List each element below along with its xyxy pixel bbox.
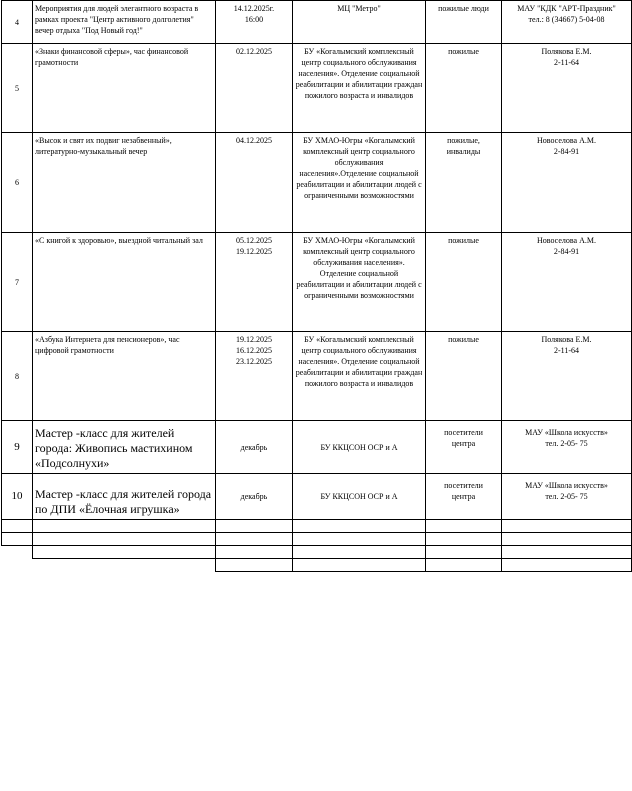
row-number: 6 xyxy=(2,133,33,233)
event-place: БУ ККЦСОН ОСР и А xyxy=(293,421,426,474)
row-number: 5 xyxy=(2,44,33,133)
empty-row xyxy=(2,520,632,533)
empty-row xyxy=(2,533,632,546)
table-row xyxy=(2,233,632,332)
event-place: БУ «Когалымский комплексный центр социального обслуживания населения». Отделение социальной реабилитации и абилитации граждан пожилого возраста и инвалидов xyxy=(293,44,426,133)
event-audience: пожилые xyxy=(426,44,502,133)
event-date: 14.12.2025г. 16:00 xyxy=(216,1,293,44)
empty-row xyxy=(2,559,632,572)
event-contact: Новоселова А.М. 2-84-91 xyxy=(502,233,632,332)
event-audience: пожилые xyxy=(426,332,502,421)
empty-row xyxy=(2,546,632,559)
event-audience: пожилые xyxy=(426,233,502,332)
event-place: БУ ХМАО-Югры «Когалымский комплексный центр социального обслуживания населения».Отделение социальной реабилитации и абилитации людей с ограниченными возможностями xyxy=(293,133,426,233)
row-number: 7 xyxy=(2,233,33,332)
event-place: БУ ХМАО-Югры «Когалымский комплексный центр социального обслуживания населения». Отделение социальной реабилитации и абилитации людей с ограниченными возможностями xyxy=(293,233,426,332)
event-audience: посетители центра xyxy=(426,421,502,474)
event-date: 19.12.2025 16.12.2025 23.12.2025 xyxy=(216,332,293,421)
events-table xyxy=(1,0,632,572)
event-contact: МАУ "КДК "АРТ-Праздник" тел.: 8 (34667) 5-04-08 xyxy=(502,1,632,44)
row-number: 8 xyxy=(2,332,33,421)
row-number: 10 xyxy=(2,474,33,520)
event-audience: посетители центра xyxy=(426,474,502,520)
event-title: «Знаки финансовой сферы», час финансовой грамотности xyxy=(33,44,216,133)
row-number: 9 xyxy=(2,421,33,474)
event-contact: Полякова Е.М. 2-11-64 xyxy=(502,44,632,133)
event-date: декабрь xyxy=(216,474,293,520)
event-title: «С книгой к здоровью», выездной читальный зал xyxy=(33,233,216,332)
event-contact: МАУ «Школа искусств» тел. 2-05- 75 xyxy=(502,474,632,520)
event-title: «Высок и свят их подвиг незабвенный», литературно-музыкальный вечер xyxy=(33,133,216,233)
event-place: МЦ "Метро" xyxy=(293,1,426,44)
event-place: БУ ККЦСОН ОСР и А xyxy=(293,474,426,520)
table-row xyxy=(2,474,632,520)
table-row xyxy=(2,421,632,474)
table-row xyxy=(2,332,632,421)
event-audience: пожилые люди xyxy=(426,1,502,44)
event-date: 04.12.2025 xyxy=(216,133,293,233)
table-row xyxy=(2,1,632,44)
event-title: Мероприятия для людей элегантного возраста в рамках проекта "Центр активного долголетия" вечер отдыха "Под Новый год!" xyxy=(33,1,216,44)
event-title: «Азбука Интернета для пенсионеров», час цифровой грамотности xyxy=(33,332,216,421)
table-row xyxy=(2,44,632,133)
event-date: 02.12.2025 xyxy=(216,44,293,133)
event-contact: Новоселова А.М. 2-84-91 xyxy=(502,133,632,233)
event-date: декабрь xyxy=(216,421,293,474)
row-number: 4 xyxy=(2,1,33,44)
table-row xyxy=(2,133,632,233)
event-audience: пожилые, инвалиды xyxy=(426,133,502,233)
event-date: 05.12.2025 19.12.2025 xyxy=(216,233,293,332)
event-title: Мастер -класс для жителей города по ДПИ «Ёлочная игрушка» xyxy=(33,474,216,520)
event-contact: Полякова Е.М. 2-11-64 xyxy=(502,332,632,421)
event-contact: МАУ «Школа искусств» тел. 2-05- 75 xyxy=(502,421,632,474)
event-title: Мастер -класс для жителей города: Живопись мастихином «Подсолнухи» xyxy=(33,421,216,474)
event-place: БУ «Когалымский комплексный центр социального обслуживания населения». Отделение социальной реабилитации и абилитации граждан пожилого возраста и инвалидов xyxy=(293,332,426,421)
